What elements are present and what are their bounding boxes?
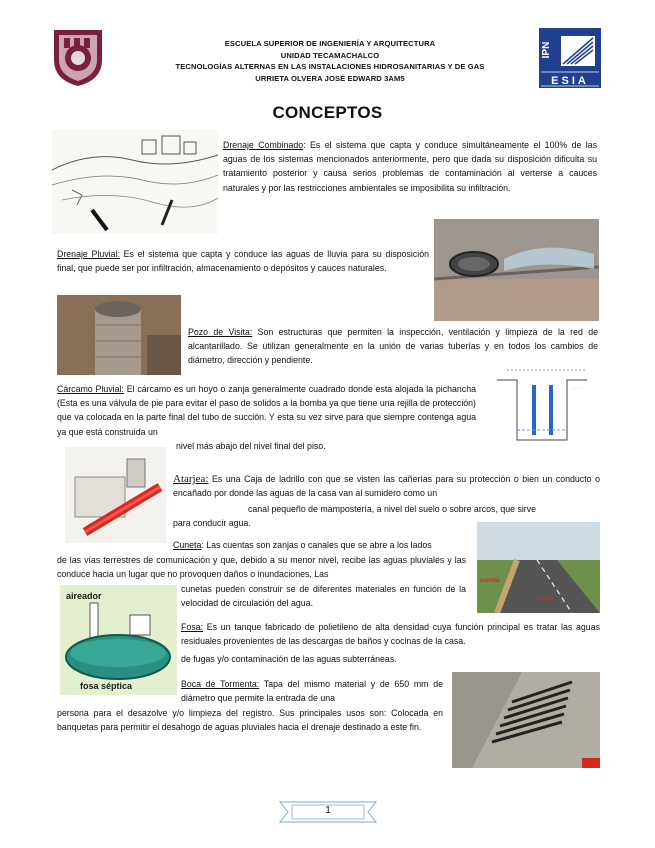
header-line-course: TECNOLOGÍAS ALTERNAS EN LAS INSTALACIONES HIDROSANITARIAS Y DE GAS: [175, 62, 485, 71]
header-line-author: URRIETA OLVERA JOSÉ EDWARD 3AM5: [255, 73, 405, 83]
atarjea-diagram: [65, 447, 166, 543]
storm-drain-photo: [452, 672, 600, 768]
drenaje-pluvial-text: Es el sistema que capta y conduce las aguas de lluvia para su disposición final, que puede ser por infiltración, almacenamiento o depósitos y cauces naturales.: [57, 249, 429, 274]
pozo-visita-text: Son estructuras que permiten la inspección, ventilación y limpieza de la red de alcantarillado. Se utilizan generalmente en la unión de varias tuberías y en todos los cambios de diámetro, dirección y pendiente.: [188, 327, 598, 366]
fosa-paragraph: [181, 620, 600, 648]
header-line-unit: UNIDAD TECAMACHALCO: [280, 50, 380, 60]
boca-tormenta-paragraph: [181, 677, 443, 705]
svg-text:· · ·: · · ·: [572, 386, 580, 392]
boca-tormenta-term: Boca de Tormenta:: [181, 679, 260, 689]
road-cuneta-photo: [477, 522, 600, 613]
fosa-text: Es un tanque fabricado de polietileno de alta densidad cuya función principal es tratar las aguas residuales provenientes de las descargas de baños y cocinas de la casa.: [181, 622, 600, 647]
atarjea-text: Es una Caja de ladrillo con que se visten las cañerías para su protección o bien un conducto o encañado por donde las aguas de la casa van al sumidero como un: [173, 474, 600, 499]
esia-logo: [537, 26, 603, 90]
road-label-arcen: arcén: [537, 596, 554, 602]
carcamo-term: Cárcamo Pluvial:: [57, 384, 124, 394]
septic-tank-diagram: [60, 585, 177, 695]
cuneta-text: : Las cuentas son zanjas o canales que se abre a los lados: [201, 540, 432, 550]
atarjea-line2: canal pequeño de mampostería, a nivel del suelo o sobre arcos, que sirve: [248, 504, 537, 514]
pozo-visita-term: Pozo de Visita:: [188, 327, 253, 337]
cuneta-line2: de las vías terrestres de comunicación y que, debido a su menor nivel, recibe las aguas pluviales y las conduce hacia un lugar que no provoquen daños o inundaciones. Las: [57, 555, 466, 580]
drenaje-combinado-text: : Es el sistema que capta y conduce simultáneamente el 100% de las aguas de los sistemas mencionados anteriormente, pero que dada su disposición dificulta su tratamiento posterior y causa serios problemas de contaminación al verterse a cauces naturales y por las restricciones ambientales se imposibilita su infiltración.: [223, 140, 597, 193]
drenaje-pluvial-term: Drenaje Pluvial:: [57, 249, 120, 259]
drenaje-combinado-term: Drenaje Combinado: [223, 140, 304, 150]
drenaje-pluvial-paragraph: [57, 247, 429, 275]
atarjea-paragraph: [173, 472, 600, 500]
manhole-photo: [57, 295, 181, 375]
road-label-cuneta: cuneta: [480, 578, 500, 584]
septic-label-aireador: aireador: [66, 591, 102, 601]
fosa-line2: de fugas y/o contaminación de las aguas subterráneas.: [181, 654, 397, 664]
logo-right-text: ESIA: [551, 75, 589, 87]
septic-label-fosa: fosa séptica: [80, 681, 133, 691]
atarjea-term: Atarjea:: [173, 473, 209, 485]
cuneta-paragraph: [173, 538, 473, 552]
boca-tormenta-text: Tapa del mismo material y de 650 mm de diámetro que permite la entrada de una: [181, 679, 443, 704]
page-number-box: [278, 800, 378, 824]
header: [130, 38, 530, 84]
carcamo-diagram: [487, 360, 599, 452]
atarjea-line3: para conducir agua.: [173, 518, 251, 528]
page-number: 1: [325, 805, 331, 816]
logo-right-top-text: IPN: [541, 41, 552, 59]
boca-tormenta-line2: persona para el desazolve y/o limpieza del registro. Sus principales usos son: Colocada en banquetas para permitir el desahogo de aguas pluviales hacia el drenaje destinado a este fin.: [57, 708, 443, 733]
drenaje-combinado-paragraph: [223, 138, 597, 195]
fosa-term: Fosa:: [181, 622, 204, 632]
carcamo-text: El cárcamo es un hoyo o zanja generalmente cuadrado donde esta alojada la pichancha (Esta es una válvula de pie para evitar el paso de solidos a la bomba ya que tiene una rejilla de protección) que va colocada en la parte final del tubo de succión. Y esta su vez sirve para que siempre contenga agua ya que está construida un: [57, 384, 476, 437]
carcamo-paragraph: [57, 382, 476, 439]
header-line-school: ESCUELA SUPERIOR DE INGENIERÍA Y ARQUITECTURA: [224, 39, 436, 48]
drainage-sketch-image: [52, 130, 218, 234]
carcamo-last-line: nivel más abajo del nivel final del piso.: [176, 441, 326, 451]
ipn-logo: [50, 24, 106, 88]
street-drain-photo: [434, 219, 599, 321]
cuneta-line3: cunetas pueden construir se de diferentes materiales en función de la velocidad de circulación del agua.: [181, 584, 466, 609]
page-title: CONCEPTOS: [272, 103, 383, 122]
cuneta-term: Cuneta: [173, 540, 202, 550]
